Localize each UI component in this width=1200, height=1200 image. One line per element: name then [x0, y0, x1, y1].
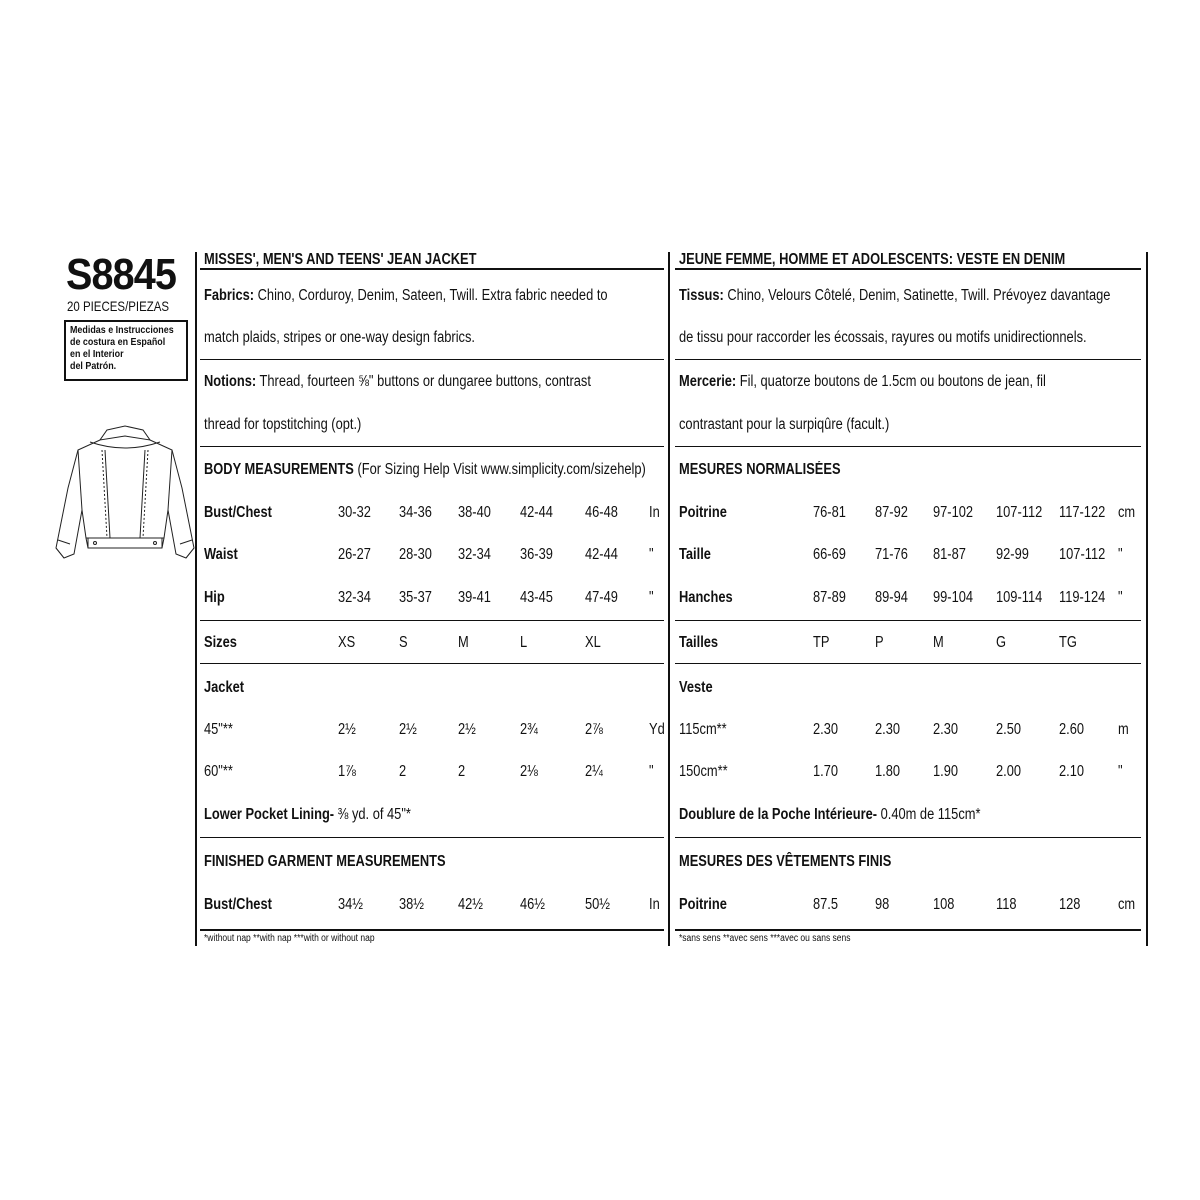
- pocket-lining-line: [204, 806, 411, 824]
- measurement-value: 99-104: [933, 589, 974, 606]
- yardage-value: 2½: [399, 721, 417, 738]
- measurement-value: 39-41: [458, 589, 491, 606]
- notions-text: Thread, fourteen ⅝" buttons or dungaree buttons, contrast: [256, 373, 591, 390]
- finished-value: 34½: [338, 896, 364, 913]
- size-code: L: [520, 634, 528, 651]
- measurement-value: 36-39: [520, 546, 553, 563]
- size-code: XL: [585, 634, 601, 651]
- size-code: TG: [1059, 634, 1077, 651]
- spanish-note-line: en el Interior: [70, 348, 124, 360]
- english-fabrics-line2: match plaids, stripes or one-way design fabrics.: [204, 329, 476, 346]
- finished-value: 42½: [458, 896, 484, 913]
- measurement-value: 87-89: [813, 589, 846, 606]
- yardage-value: 2½: [458, 721, 476, 738]
- tissus-text: Chino, Velours Côtelé, Denim, Satinette, Twill. Prévoyez davantage: [723, 287, 1111, 304]
- measurement-value: 87-92: [875, 504, 908, 521]
- measurement-value: 117-122: [1059, 504, 1106, 521]
- measurement-row-label: Waist: [204, 546, 238, 563]
- measurement-value: 89-94: [875, 589, 908, 606]
- measurement-value: 26-27: [338, 546, 371, 563]
- measurement-value: 107-112: [1059, 546, 1106, 563]
- english-title: MISSES', MEN'S AND TEENS' JEAN JACKET: [204, 251, 477, 268]
- unit-label: ": [649, 589, 654, 606]
- measurement-value: 38-40: [458, 504, 491, 521]
- spanish-instructions-box: [64, 320, 188, 381]
- tissus-label: Tissus:: [679, 287, 724, 304]
- unit-label: ": [1118, 763, 1123, 780]
- english-footnote: *without nap **with nap ***with or without nap: [204, 933, 375, 944]
- pocket-lining-value: ⅜ yd. of 45"*: [334, 806, 411, 823]
- finished-value: 118: [996, 896, 1017, 913]
- unit-label: In: [649, 896, 660, 913]
- measurement-value: 46-48: [585, 504, 618, 521]
- pocket-lining-value: 0.40m de 115cm*: [877, 806, 981, 823]
- measurement-value: 92-99: [996, 546, 1029, 563]
- finished-value: 98: [875, 896, 890, 913]
- piece-count: 20 PIECES/PIEZAS: [67, 298, 170, 314]
- measurement-value: 28-30: [399, 546, 432, 563]
- fabric-width-label: 45"**: [204, 721, 233, 738]
- yardage-value: 2.30: [875, 721, 901, 738]
- yardage-value: 2⅛: [520, 763, 538, 780]
- yardage-value: 2.10: [1059, 763, 1085, 780]
- finished-row-label: Poitrine: [679, 896, 727, 913]
- notions-label: Notions:: [204, 373, 257, 390]
- pocket-lining-line: [679, 806, 980, 824]
- yardage-value: 2.30: [813, 721, 839, 738]
- fabrics-label: Fabrics:: [204, 287, 255, 304]
- finished-value: 38½: [399, 896, 425, 913]
- unit-label: ": [649, 763, 654, 780]
- fabric-width-label: 60"**: [204, 763, 233, 780]
- finished-value: 108: [933, 896, 955, 913]
- fabrics-text: Chino, Corduroy, Denim, Sateen, Twill. Extra fabric needed to: [254, 287, 608, 304]
- size-code: M: [933, 634, 944, 651]
- measurement-value: 35-37: [399, 589, 432, 606]
- yardage-value: 2.50: [996, 721, 1022, 738]
- jacket-back-illustration: [50, 418, 200, 578]
- unit-label: Yd: [649, 721, 665, 738]
- finished-value: 87.5: [813, 896, 839, 913]
- spanish-note-line: de costura en Español: [70, 336, 166, 348]
- yardage-value: 1.70: [813, 763, 839, 780]
- mercerie-text: Fil, quatorze boutons de 1.5cm ou boutons de jean, fil: [736, 373, 1046, 390]
- unit-label: m: [1118, 721, 1129, 738]
- measurement-value: 107-112: [996, 504, 1043, 521]
- english-notions-line1: [204, 373, 591, 391]
- french-footnote: *sans sens **avec sens ***avec ou sans sens: [679, 933, 851, 944]
- unit-label: ": [1118, 546, 1123, 563]
- measurement-row-label: Poitrine: [679, 504, 727, 521]
- sizes-label: Sizes: [204, 634, 237, 651]
- measurement-value: 109-114: [996, 589, 1043, 606]
- french-notions-line1: [679, 373, 1046, 391]
- finished-value: 128: [1059, 896, 1081, 913]
- french-title: JEUNE FEMME, HOMME ET ADOLESCENTS: VESTE EN DENIM: [679, 251, 1066, 268]
- yardage-value: 2½: [338, 721, 356, 738]
- fabric-width-label: 115cm**: [679, 721, 727, 738]
- size-code: G: [996, 634, 1007, 651]
- finished-value: 50½: [585, 896, 611, 913]
- measurement-value: 42-44: [585, 546, 618, 563]
- size-code: P: [875, 634, 884, 651]
- measurement-value: 43-45: [520, 589, 553, 606]
- measurement-value: 34-36: [399, 504, 432, 521]
- measurement-value: 66-69: [813, 546, 846, 563]
- size-code: M: [458, 634, 469, 651]
- english-body-header: [204, 461, 646, 479]
- measurement-value: 47-49: [585, 589, 618, 606]
- jacket-label: Veste: [679, 679, 713, 696]
- yardage-value: 1.80: [875, 763, 901, 780]
- fabric-width-label: 150cm**: [679, 763, 728, 780]
- measurement-row-label: Hip: [204, 589, 225, 606]
- pocket-lining-label: Doublure de la Poche Intérieure-: [679, 806, 878, 823]
- measurement-value: 32-34: [338, 589, 371, 606]
- unit-label: ": [1118, 589, 1123, 606]
- finished-value: 46½: [520, 896, 546, 913]
- measurement-value: 97-102: [933, 504, 974, 521]
- unit-label: cm: [1118, 896, 1136, 913]
- unit-label: ": [649, 546, 654, 563]
- body-measurements-label: BODY MEASUREMENTS: [204, 461, 354, 478]
- french-notions-line2: contrastant pour la surpiqûre (facult.): [679, 416, 890, 433]
- size-code: S: [399, 634, 408, 651]
- unit-label: cm: [1118, 504, 1136, 521]
- french-fabrics-line1: [679, 287, 1110, 305]
- french-body-header: MESURES NORMALISÉES: [679, 461, 841, 478]
- spanish-note-line: del Patrón.: [70, 360, 117, 372]
- measurement-row-label: Taille: [679, 546, 711, 563]
- measurement-row-label: Bust/Chest: [204, 504, 272, 521]
- finished-garment-header: FINISHED GARMENT MEASUREMENTS: [204, 853, 446, 870]
- yardage-value: 2.30: [933, 721, 959, 738]
- mercerie-label: Mercerie:: [679, 373, 737, 390]
- yardage-value: 2: [458, 763, 466, 780]
- yardage-value: 2: [399, 763, 407, 780]
- pocket-lining-label: Lower Pocket Lining-: [204, 806, 335, 823]
- french-fabrics-line2: de tissu pour raccorder les écossais, rayures ou motifs unidirectionnels.: [679, 329, 1087, 346]
- english-notions-line2: thread for topstitching (opt.): [204, 416, 362, 433]
- sizes-label: Tailles: [679, 634, 719, 651]
- yardage-value: 2¾: [520, 721, 538, 738]
- measurement-value: 71-76: [875, 546, 908, 563]
- spanish-note-line: Medidas e Instrucciones: [70, 324, 174, 336]
- yardage-value: 1⅞: [338, 763, 356, 780]
- yardage-value: 2.00: [996, 763, 1022, 780]
- measurement-value: 81-87: [933, 546, 966, 563]
- sizing-help-note: (For Sizing Help Visit www.simplicity.com/sizehelp): [353, 461, 646, 478]
- measurement-value: 32-34: [458, 546, 491, 563]
- finished-garment-header: MESURES DES VÊTEMENTS FINIS: [679, 853, 892, 870]
- yardage-value: 1.90: [933, 763, 959, 780]
- jacket-label: Jacket: [204, 679, 245, 696]
- unit-label: In: [649, 504, 660, 521]
- finished-row-label: Bust/Chest: [204, 896, 272, 913]
- measurement-row-label: Hanches: [679, 589, 733, 606]
- size-code: XS: [338, 634, 356, 651]
- yardage-value: 2⅞: [585, 721, 603, 738]
- measurement-value: 42-44: [520, 504, 553, 521]
- yardage-value: 2¼: [585, 763, 603, 780]
- measurement-value: 76-81: [813, 504, 846, 521]
- measurement-value: 30-32: [338, 504, 371, 521]
- measurement-value: 119-124: [1059, 589, 1106, 606]
- size-code: TP: [813, 634, 830, 651]
- pattern-number: S8845: [66, 250, 177, 299]
- yardage-value: 2.60: [1059, 721, 1085, 738]
- english-fabrics-line1: [204, 287, 608, 305]
